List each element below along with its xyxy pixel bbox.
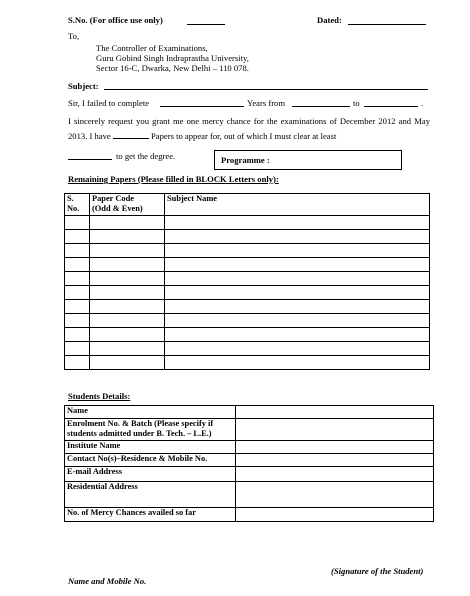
remaining-papers-table bbox=[64, 193, 430, 370]
detail-value-contact[interactable] bbox=[236, 454, 434, 467]
address-line-2: Guru Gobind Singh Indraprastha University, bbox=[96, 53, 249, 63]
detail-row-mercy-chances bbox=[65, 508, 434, 522]
students-details-table bbox=[64, 405, 434, 522]
programme-label: Programme : bbox=[221, 155, 270, 165]
col-sno-header: S. No. bbox=[65, 194, 90, 216]
detail-value-institute[interactable] bbox=[236, 441, 434, 454]
detail-label-address: Residential Address bbox=[65, 482, 236, 508]
programme-box[interactable] bbox=[214, 150, 402, 170]
detail-value-name[interactable] bbox=[236, 406, 434, 419]
detail-row-address bbox=[65, 482, 434, 508]
detail-value-email[interactable] bbox=[236, 467, 434, 482]
name-mobile-label: Name and Mobile No. bbox=[68, 576, 147, 586]
to-label: To, bbox=[68, 31, 80, 41]
date-blank[interactable] bbox=[348, 24, 426, 25]
detail-value-mercy-chances[interactable] bbox=[236, 508, 434, 522]
detail-label-enrolment: Enrolment No. & Batch (Please specify if students admitted under B. Tech. – L.E.) bbox=[65, 419, 236, 441]
subject-blank[interactable] bbox=[104, 89, 428, 90]
table-row[interactable] bbox=[65, 230, 430, 244]
request-text-b: Papers to appear for, out of which I must clear at least bbox=[151, 131, 337, 141]
table-row[interactable] bbox=[65, 244, 430, 258]
remaining-papers-heading: Remaining Papers (Please filled in BLOCK Letters only): bbox=[68, 174, 279, 184]
to-year-blank[interactable] bbox=[364, 106, 418, 107]
detail-label-email: E-mail Address bbox=[65, 467, 236, 482]
detail-row-institute bbox=[65, 441, 434, 454]
table-row[interactable] bbox=[65, 272, 430, 286]
clear-count-blank[interactable] bbox=[68, 159, 112, 160]
detail-label-contact: Contact No(s)–Residence & Mobile No. bbox=[65, 454, 236, 467]
degree-text: to get the degree. bbox=[116, 151, 176, 161]
failed-text: Sir, I failed to complete bbox=[68, 98, 150, 108]
table-row[interactable] bbox=[65, 216, 430, 230]
table-row[interactable] bbox=[65, 342, 430, 356]
detail-label-mercy-chances: No. of Mercy Chances availed so far bbox=[65, 508, 236, 522]
dated-label: Dated: bbox=[317, 15, 342, 25]
detail-row-enrolment bbox=[65, 419, 434, 441]
program-blank[interactable] bbox=[160, 106, 244, 107]
detail-value-enrolment[interactable] bbox=[236, 419, 434, 441]
address-line-3: Sector 16-C, Dwarka, New Delhi – 110 078. bbox=[96, 63, 249, 73]
signature-label: (Signature of the Student) bbox=[331, 566, 424, 576]
detail-row-email bbox=[65, 467, 434, 482]
detail-row-contact bbox=[65, 454, 434, 467]
detail-label-name: Name bbox=[65, 406, 236, 419]
sno-blank[interactable] bbox=[187, 24, 225, 25]
table-row[interactable] bbox=[65, 258, 430, 272]
to-text: to bbox=[353, 98, 360, 108]
request-paragraph bbox=[68, 114, 430, 144]
detail-row-name bbox=[65, 406, 434, 419]
col-subject-header: Subject Name bbox=[165, 194, 430, 216]
address-line-1: The Controller of Examinations, bbox=[96, 43, 208, 53]
table-row[interactable] bbox=[65, 300, 430, 314]
subject-label: Subject: bbox=[68, 81, 99, 91]
sno-label: S.No. (For office use only) bbox=[68, 15, 163, 25]
table-row[interactable] bbox=[65, 356, 430, 370]
table-row[interactable] bbox=[65, 314, 430, 328]
students-details-heading: Students Details: bbox=[68, 391, 131, 401]
table-header-row bbox=[65, 194, 430, 216]
years-from-text: Years from bbox=[247, 98, 286, 108]
detail-value-address[interactable] bbox=[236, 482, 434, 508]
request-text-a: I sincerely request you grant me one mercy chance for the examinations of December 2012 and May 2013. I have bbox=[68, 116, 430, 141]
papers-count-blank[interactable] bbox=[113, 130, 149, 139]
table-row[interactable] bbox=[65, 286, 430, 300]
detail-label-institute: Institute Name bbox=[65, 441, 236, 454]
col-paper-code-header: Paper Code (Odd & Even) bbox=[90, 194, 165, 216]
from-year-blank[interactable] bbox=[292, 106, 350, 107]
table-row[interactable] bbox=[65, 328, 430, 342]
